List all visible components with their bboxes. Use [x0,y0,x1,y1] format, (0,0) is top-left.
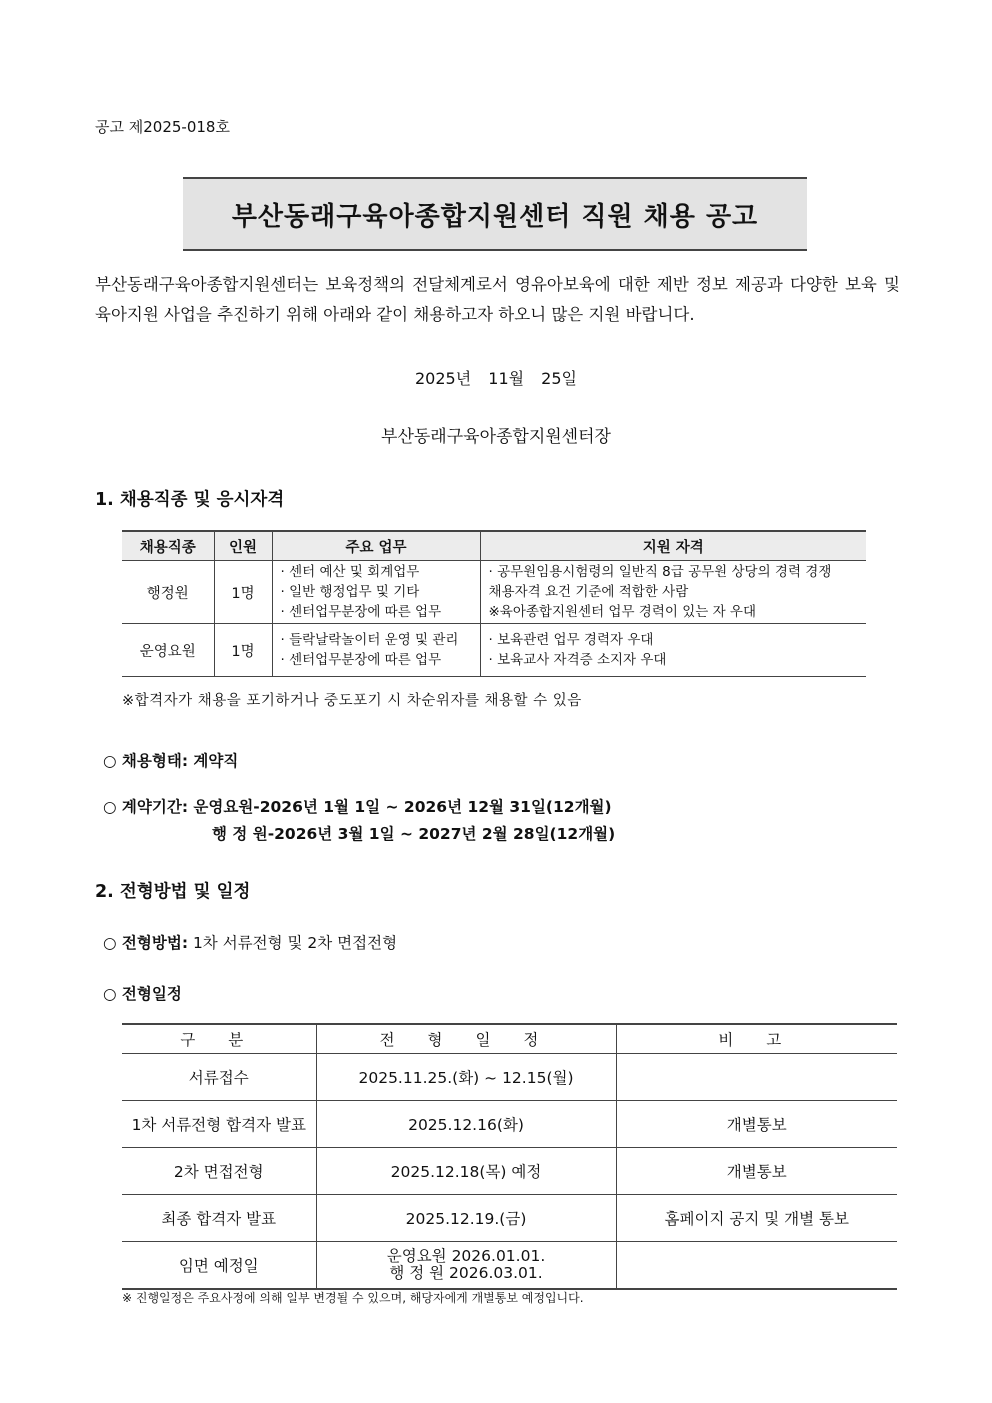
job-name: 운영요원 [122,624,214,677]
duty-item: · 센터업무분장에 따른 업무 [280,652,442,668]
col-header-stage: 구 분 [122,1024,316,1054]
col-header-duties: 주요 업무 [272,531,480,561]
qual-item: ※육아종합지원센터 업무 경력이 있는 자 우대 [488,604,757,620]
employment-type: ○ 채용형태: 계약직 [103,752,239,770]
stage: 서류접수 [122,1054,316,1101]
table-row [122,1148,897,1195]
stage-note: 개별통보 [616,1148,897,1195]
table-header-row [122,531,866,561]
selection-method [103,931,397,953]
job-count: 1명 [214,624,272,677]
job-qualification-table [122,530,866,677]
schedule-footnote: ※ 진행일정은 주요사정에 의해 일부 변경될 수 있으며, 해당자에게 개별통보 예정입니다. [122,1291,584,1305]
stage-date: 2025.11.25.(화) ~ 12.15(월) [316,1054,616,1101]
appointment-date-operations: 운영요원 2026.01.01. [386,1247,546,1265]
notice-number: 공고 제2025-018호 [95,118,230,136]
job-qualifications [480,561,866,624]
col-header-job: 채용직종 [122,531,214,561]
table-row [122,561,866,624]
stage: 최종 합격자 발표 [122,1195,316,1242]
qual-item: · 공무원임용시험령의 일반직 8급 공무원 상당의 경력 경쟁 [488,564,832,580]
table-row [122,1195,897,1242]
contract-period-admin: 행 정 원-2026년 3월 1일 ~ 2027년 2월 28일(12개월) [212,825,616,843]
stage-date: 2025.12.16(화) [316,1101,616,1148]
stage-date: 2025.12.19.(금) [316,1195,616,1242]
qual-item: · 보육교사 자격증 소지자 우대 [488,652,667,668]
announcement-date: 2025년 11월 25일 [415,369,577,388]
job-count: 1명 [214,561,272,624]
duty-item: · 센터 예산 및 회계업무 [280,564,420,580]
duty-item: · 센터업무분장에 따른 업무 [280,604,442,620]
qual-item: · 보육관련 업무 경력자 우대 [488,632,654,648]
job-name: 행정원 [122,561,214,624]
job-duties [272,561,480,624]
col-header-date: 전 형 일 정 [316,1024,616,1054]
qual-item: 채용자격 요건 기준에 적합한 사람 [488,584,689,600]
section-1-heading: 1. 채용직종 및 응시자격 [95,490,285,510]
stage: 1차 서류전형 합격자 발표 [122,1101,316,1148]
stage-note [616,1242,897,1290]
schedule-label: ○ 전형일정 [103,985,182,1003]
job-qualifications [480,624,866,677]
intro-paragraph: 부산동래구육아종합지원센터는 보육정책의 전달체계로서 영유아보육에 대한 제반 정보 제공과 다양한 보육 및 육아지원 사업을 추진하기 위해 아래와 같이 채용하고자 하오니 많은 지원 바랍니다. [95,275,900,324]
table-header-row [122,1024,897,1054]
stage: 임면 예정일 [122,1242,316,1290]
stage-date: 2025.12.18(목) 예정 [316,1148,616,1195]
table-row [122,1242,897,1290]
duty-item: · 일반 행정업무 및 기타 [280,584,420,600]
col-header-quals: 지원 자격 [480,531,866,561]
col-header-count: 인원 [214,531,272,561]
col-header-remarks: 비 고 [616,1024,897,1054]
stage-note [616,1054,897,1101]
stage-note: 개별통보 [616,1101,897,1148]
stage-note: 홈페이지 공지 및 개별 통보 [616,1195,897,1242]
schedule-table [122,1023,897,1290]
reserve-candidate-note: ※합격자가 채용을 포기하거나 중도포기 시 차순위자를 채용할 수 있음 [122,693,582,709]
page-title: 부산동래구육아종합지원센터 직원 채용 공고 [183,177,807,251]
issuer: 부산동래구육아종합지원센터장 [381,427,611,447]
job-duties [272,624,480,677]
table-row [122,1101,897,1148]
duty-item: · 들락날락놀이터 운영 및 관리 [280,632,459,648]
table-row [122,1054,897,1101]
section-2-heading: 2. 전형방법 및 일정 [95,882,251,902]
stage: 2차 면접전형 [122,1148,316,1195]
contract-period-operations: ○ 계약기간: 운영요원-2026년 1월 1일 ~ 2026년 12월 31일(12개월) [103,798,612,816]
selection-method-label: ○ 전형방법: [103,934,189,952]
stage-date [316,1242,616,1290]
table-row [122,624,866,677]
appointment-date-admin: 행 정 원 2026.03.01. [389,1264,543,1282]
selection-method-value: 1차 서류전형 및 2차 면접전형 [188,934,398,952]
